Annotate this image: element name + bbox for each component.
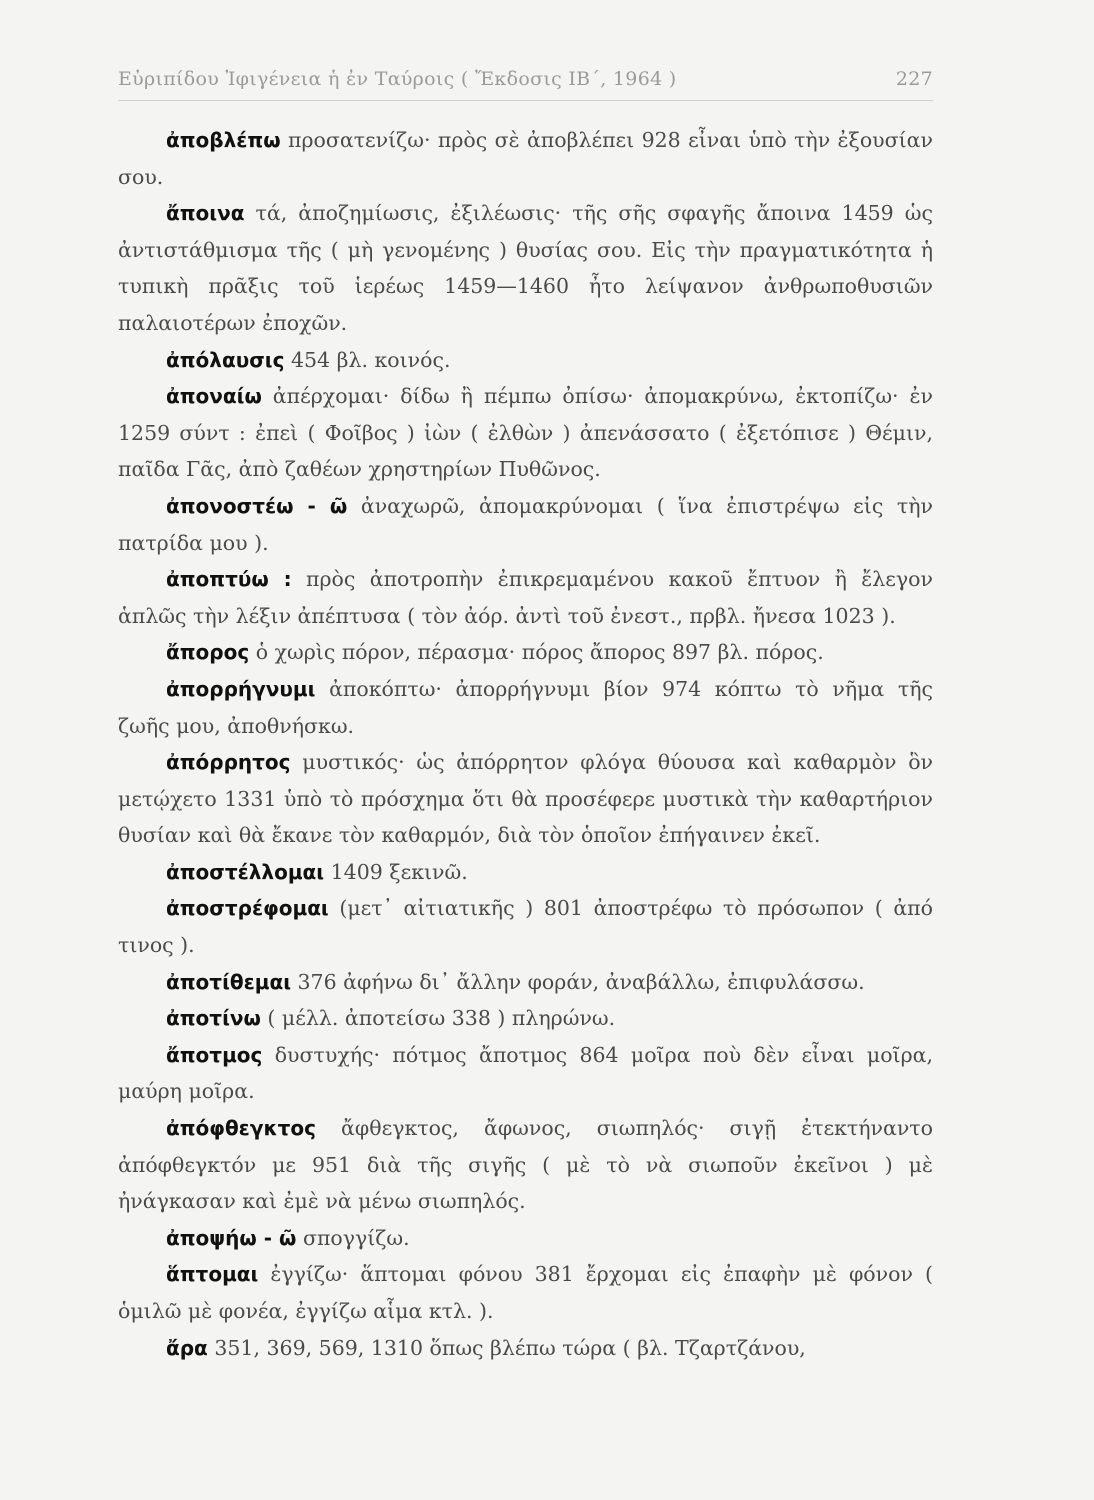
entry-headword: ἀποτίνω [166, 1006, 261, 1031]
entry-definition: σπογγίζω. [302, 1225, 410, 1250]
entry-headword: ἀποβλέπω [166, 128, 281, 152]
glossary-entry [118, 890, 933, 963]
entry-definition: 351, 369, 569, 1310 ὅπως βλέπω τώρα ( βλ. Τζαρτζάνου, [214, 1335, 806, 1360]
entry-headword: ἀποτίθεμαι [166, 969, 291, 994]
entry-headword: ἀποναίω [166, 384, 262, 409]
glossary-entry [118, 1220, 933, 1257]
glossary-entry [118, 195, 933, 341]
entry-definition: 376 ἀφήνω δι᾽ ἄλλην φοράν, ἀναβάλλω, ἐπιφυλάσσω. [297, 969, 865, 994]
glossary-entry [118, 1037, 933, 1110]
entry-headword: ἀπόλαυσις [166, 347, 285, 372]
glossary-entry [118, 744, 933, 854]
glossary-entry [118, 854, 933, 891]
entry-definition: προσατενίζω· πρὸς σὲ ἀποβλέπει 928 εἶναι ὑπὸ τὴν ἐξουσίαν σου. [118, 128, 933, 189]
entry-headword: ἄποινα [166, 201, 245, 226]
glossary-entry [118, 378, 933, 488]
entry-headword: ἀπονοστέω - ῶ [166, 493, 348, 518]
entry-headword: ἀπόρρητος [166, 750, 291, 775]
glossary-entry [118, 634, 933, 671]
glossary-entry [118, 1330, 933, 1367]
entry-headword: ἀπόφθεγκτος [166, 1116, 317, 1141]
entry-definition: 454 βλ. κοινός. [290, 347, 451, 372]
entry-headword: ἄρα [166, 1335, 208, 1360]
entry-definition: ἄφθεγκτος, ἄφωνος, σιωπηλός· σιγῇ ἐτεκτήναντο ἀπόφθεγκτόν με 951 διὰ τῆς σιγῆς ( μὲ τὸ νὰ σιωποῦν ἐκεῖνοι ) μὲ ἠνάγκασαν καὶ ἐμὲ νὰ μένω σιωπηλός. [118, 1116, 933, 1214]
entry-headword: ἄπορος [166, 640, 250, 665]
glossary-body [118, 122, 933, 1366]
entry-definition: ἀναχωρῶ, ἀπομακρύνομαι ( ἵνα ἐπιστρέψω εἰς τὴν πατρίδα μου ). [118, 493, 933, 555]
glossary-entry [118, 671, 933, 744]
entry-headword: ἀποστρέφομαι [166, 896, 329, 921]
header-title: Εὐριπίδου Ἰφιγένεια ἡ ἐν Ταύροις ( Ἔκδοσις ΙΒ΄, 1964 ) [118, 68, 677, 90]
entry-headword: ἄποτμος [166, 1042, 263, 1067]
glossary-entry [118, 1000, 933, 1037]
glossary-entry [118, 561, 933, 634]
entry-definition: τά, ἀποζημίωσις, ἐξιλέωσις· τῆς σῆς σφαγῆς ἄποινα 1459 ὡς ἀντιστάθμισμα τῆς ( μὴ γενομένης ) θυσίας σου. Εἰς τὴν πραγματικότητα ἡ τυπικὴ πρᾶξις τοῦ ἱερέως 1459—1460 ἦτο λείψανον ἀνθρωποθυσιῶν παλαιοτέρων ἐποχῶν. [118, 201, 933, 335]
entry-headword: ἀποστέλλομαι [166, 859, 325, 884]
entry-headword: ἀποπτύω : [166, 567, 292, 592]
entry-definition: (μετ᾽ αἰτιατικῆς ) 801 ἀποστρέφω τὸ πρόσωπον ( ἀπό τινος ). [118, 896, 933, 958]
entry-headword: ἅπτομαι [166, 1262, 259, 1287]
glossary-entry [118, 1110, 933, 1220]
glossary-entry [118, 122, 933, 195]
entry-headword: ἀποψήω - ῶ [166, 1225, 297, 1250]
glossary-entry [118, 488, 933, 561]
glossary-entry [118, 342, 933, 379]
entry-definition: ἀπέρχομαι· δίδω ἢ πέμπω ὀπίσω· ἀπομακρύνω, ἐκτοπίζω· ἐν 1259 σύντ : ἐπεὶ ( Φοῖβος ) ἰὼν ( ἐλθὼν ) ἀπενάσσατο ( ἐξετόπισε ) Θέμιν, παῖδα Γᾶς, ἀπὸ ζαθέων χρηστηρίων Πυθῶνος. [118, 384, 933, 482]
entry-definition: 1409 ξεκινῶ. [330, 859, 468, 884]
glossary-entry [118, 1256, 933, 1329]
glossary-entry [118, 964, 933, 1001]
entry-definition: ἐγγίζω· ἅπτομαι φόνου 381 ἔρχομαι εἰς ἐπαφὴν μὲ φόνον ( ὁμιλῶ μὲ φονέα, ἐγγίζω αἷμα κτλ. ). [118, 1262, 933, 1323]
entry-definition: ἀποκόπτω· ἀπορρήγνυμι βίον 974 κόπτω τὸ νῆμα τῆς ζωῆς μου, ἀποθνήσκω. [118, 676, 933, 738]
entry-definition: ( μέλλ. ἀποτείσω 338 ) πληρώνω. [267, 1006, 616, 1031]
entry-definition: ὁ χωρὶς πόρον, πέρασμα· πόρος ἄπορος 897 βλ. πόρος. [255, 640, 824, 665]
header-divider [118, 100, 933, 101]
entry-definition: δυστυχής· πότμος ἄποτμος 864 μοῖρα ποὺ δὲν εἶναι μοῖρα, μαύρη μοῖρα. [118, 1042, 933, 1104]
entry-definition: πρὸς ἀποτροπὴν ἐπικρεμαμένου κακοῦ ἔπτυον ἢ ἔλεγον ἁπλῶς τὴν λέξιν ἀπέπτυσα ( τὸν ἀόρ. ἀντὶ τοῦ ἐνεστ., πρβλ. ἤνεσα 1023 ). [118, 567, 933, 628]
page-number: 227 [895, 68, 933, 90]
entry-headword: ἀπορρήγνυμι [166, 676, 316, 701]
entry-definition: μυστικός· ὡς ἀπόρρητον φλόγα θύουσα καὶ καθαρμὸν ὃν μετῴχετο 1331 ὑπὸ τὸ πρόσχημα ὅτι θὰ προσέφερε μυστικὰ τὴν καθαρτήριον θυσίαν καὶ θὰ ἔκανε τὸν καθαρμόν, διὰ τὸν ὁποῖον ἐπήγαινεν ἐκεῖ. [118, 750, 933, 848]
